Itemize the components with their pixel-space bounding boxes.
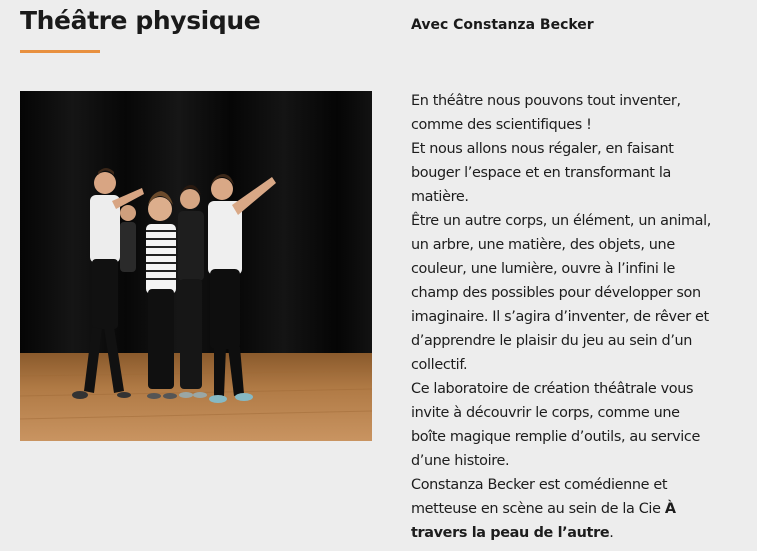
description-line: boîte magique remplie d’outils, au service [411, 429, 700, 445]
instructor-subtitle: Avec Constanza Becker [411, 17, 594, 33]
description-line: matière. [411, 189, 469, 205]
section-title: Théâtre physique [20, 6, 261, 35]
description-line: Constanza Becker est comédienne et [411, 477, 668, 493]
company-name-part1: À [664, 501, 676, 517]
description-line: couleur, une lumière, ouvre à l’infini le [411, 261, 675, 277]
description-line: imaginaire. Il s’agira d’inventer, de rêver et [411, 309, 709, 325]
description-line: Et nous allons nous régaler, en faisant [411, 141, 674, 157]
workshop-photo [20, 91, 372, 441]
description-line: Ce laboratoire de création théâtrale vous [411, 381, 694, 397]
workshop-description [411, 89, 746, 545]
title-underline [20, 50, 100, 53]
final-period: . [609, 525, 614, 541]
description-line-prefix: metteuse en scène au sein de la Cie [411, 501, 661, 517]
description-line: invite à découvrir le corps, comme une [411, 405, 680, 421]
description-line: d’apprendre le plaisir du jeu au sein d’un [411, 333, 693, 349]
description-line: champ des possibles pour développer son [411, 285, 701, 301]
description-line [411, 521, 746, 545]
photo-children-pointing-on-stage-icon [20, 91, 372, 441]
description-line: bouger l’espace et en transformant la [411, 165, 671, 181]
description-line: un arbre, une matière, des objets, une [411, 237, 675, 253]
description-line: collectif. [411, 357, 468, 373]
description-line: d’une histoire. [411, 453, 510, 469]
description-line: En théâtre nous pouvons tout inventer, [411, 93, 681, 109]
company-name-part2: travers la peau de l’autre [411, 525, 610, 541]
description-line: comme des scientifiques ! [411, 117, 592, 133]
description-line: Être un autre corps, un élément, un animal, [411, 213, 712, 229]
description-line [411, 497, 746, 521]
